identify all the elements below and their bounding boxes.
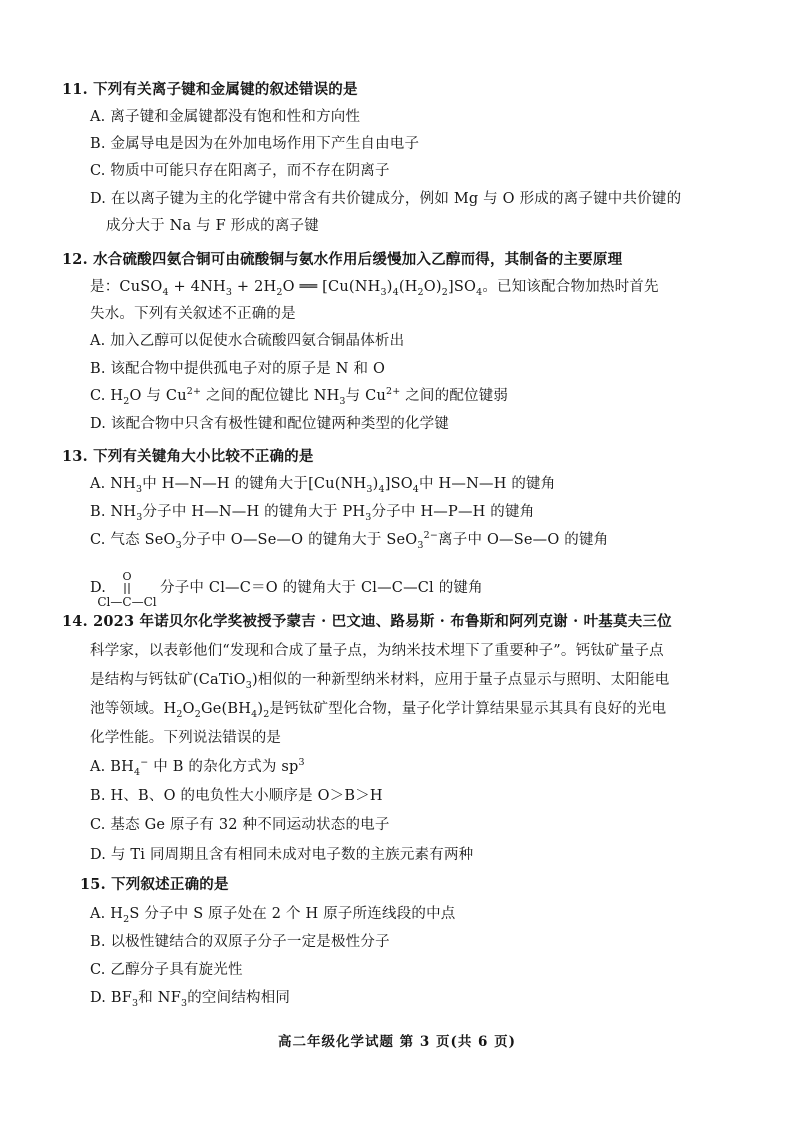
q14-option-b: B. H、B、O 的电负性大小顺序是 O＞B＞H [90, 788, 383, 804]
q11-option-d: D. 在以离子键为主的化学键中常含有共价键成分，例如 Mg 与 O 形成的离子键中共价键的 [90, 191, 682, 207]
q15-option-c: C. 乙醇分子具有旋光性 [90, 962, 243, 978]
q14-stem-3: 是结构与钙钛矿(CaTiO$_3$)相似的一种新型纳米材料，应用于量子点显示与照明、太阳能电 [90, 672, 670, 691]
structure-main-chain: Cl—C—Cl [97, 595, 157, 609]
q14-stem-4: 池等领域。$H_2O_2Ge(BH_4)_2$是钙钛矿型化合物，量子化学计算结果显示其具有良好的光电 [90, 701, 667, 720]
q12-stem-cont: 失水。下列有关叙述不正确的是 [90, 306, 296, 322]
q14-option-c: C. 基态 Ge 原子有 32 种不同运动状态的电子 [90, 817, 390, 833]
q13-stem: 13. 下列有关键角大小比较不正确的是 [62, 448, 314, 465]
q15-stem: 15. 下列叙述正确的是 [80, 876, 229, 893]
q13-option-d-label: D. [90, 580, 107, 596]
q14-option-d: D. 与 Ti 同周期且含有相同未成对电子数的主族元素有两种 [90, 847, 474, 863]
q12-eq-tail: 。已知该配合物加热时首先 [482, 279, 659, 295]
q15-option-d: D. $BF_3$和 $NF_3$的空间结构相同 [90, 990, 291, 1009]
q11-option-d-cont: 成分大于 Na 与 F 形成的离子键 [106, 218, 319, 234]
q13-option-a: A. $NH_3$中 H—N—H 的键角大于$[Cu(NH_3)_4]SO_4$中 H—N—H 的键角 [90, 476, 556, 495]
q15-option-a: A. $H_2S$ 分子中 S 原子处在 2 个 H 原子所连线段的中点 [90, 906, 456, 925]
q12-option-a: A. 加入乙醇可以促使水合硫酸四氨合铜晶体析出 [90, 333, 405, 349]
q12-equation-line [90, 277, 659, 297]
page-footer: 高二年级化学试题 第 3 页(共 6 页) [277, 1034, 517, 1050]
q14-stem-1: 14. 2023 年诺贝尔化学奖被授予蒙吉 · 巴文迪、路易斯 · 布鲁斯和阿列克谢 · 叶基莫夫三位 [62, 613, 672, 630]
q13-option-c: C. 气态 SeO$_3$分子中 O—Se—O 的键角大于 SeO$_3^{2-}$离子中 O—Se—O 的键角 [90, 530, 609, 551]
q14-stem-2: 科学家，以表彰他们“发现和合成了量子点，为纳米技术埋下了重要种子”。钙钛矿量子点 [90, 643, 664, 659]
q12-eq-prefix: 是： [90, 279, 120, 295]
q11-option-c: C. 物质中可能只存在阳离子，而不存在阴离子 [90, 163, 390, 179]
phosgene-structure [96, 570, 158, 610]
q12-option-b: B. 该配合物中提供孤电子对的原子是 N 和 O [90, 361, 386, 377]
structure-oxygen: O [122, 570, 132, 583]
q14-stem-5: 化学性能。下列说法错误的是 [90, 730, 282, 746]
q14-option-a: A. $BH_4^-$ 中 B 的杂化方式为 $sp^3$ [90, 757, 305, 778]
q13-option-d-text: 分子中 Cl—C＝O 的键角大于 Cl—C—Cl 的键角 [160, 580, 483, 596]
q12-stem: 12. 水合硫酸四氨合铜可由硫酸铜与氨水作用后缓慢加入乙醇而得，其制备的主要原理 [62, 251, 623, 268]
q12-option-d: D. 该配合物中只含有极性键和配位键两种类型的化学键 [90, 416, 450, 432]
q12-equation: CuSO$_4$ + $4NH_3 + 2H_2O$ ══ $[Cu(NH_3)_4(H_2O)_2]SO_4$ [119, 279, 483, 298]
q11-option-a: A. 离子键和金属键都没有饱和性和方向性 [90, 109, 361, 125]
q12-option-c: C. $H_2O$ 与 $Cu^{2+}$ 之间的配位键比 $NH_3$与 $Cu^{2+}$ 之间的配位键弱 [90, 386, 509, 407]
q11-option-b: B. 金属导电是因为在外加电场作用下产生自由电子 [90, 136, 420, 152]
q11-stem: 11. 下列有关离子键和金属键的叙述错误的是 [62, 81, 358, 98]
q13-option-b: B. $NH_3$分子中 H—N—H 的键角大于 $PH_3$分子中 H—P—H 的键角 [90, 504, 535, 523]
q15-option-b: B. 以极性键结合的双原子分子一定是极性分子 [90, 934, 390, 950]
